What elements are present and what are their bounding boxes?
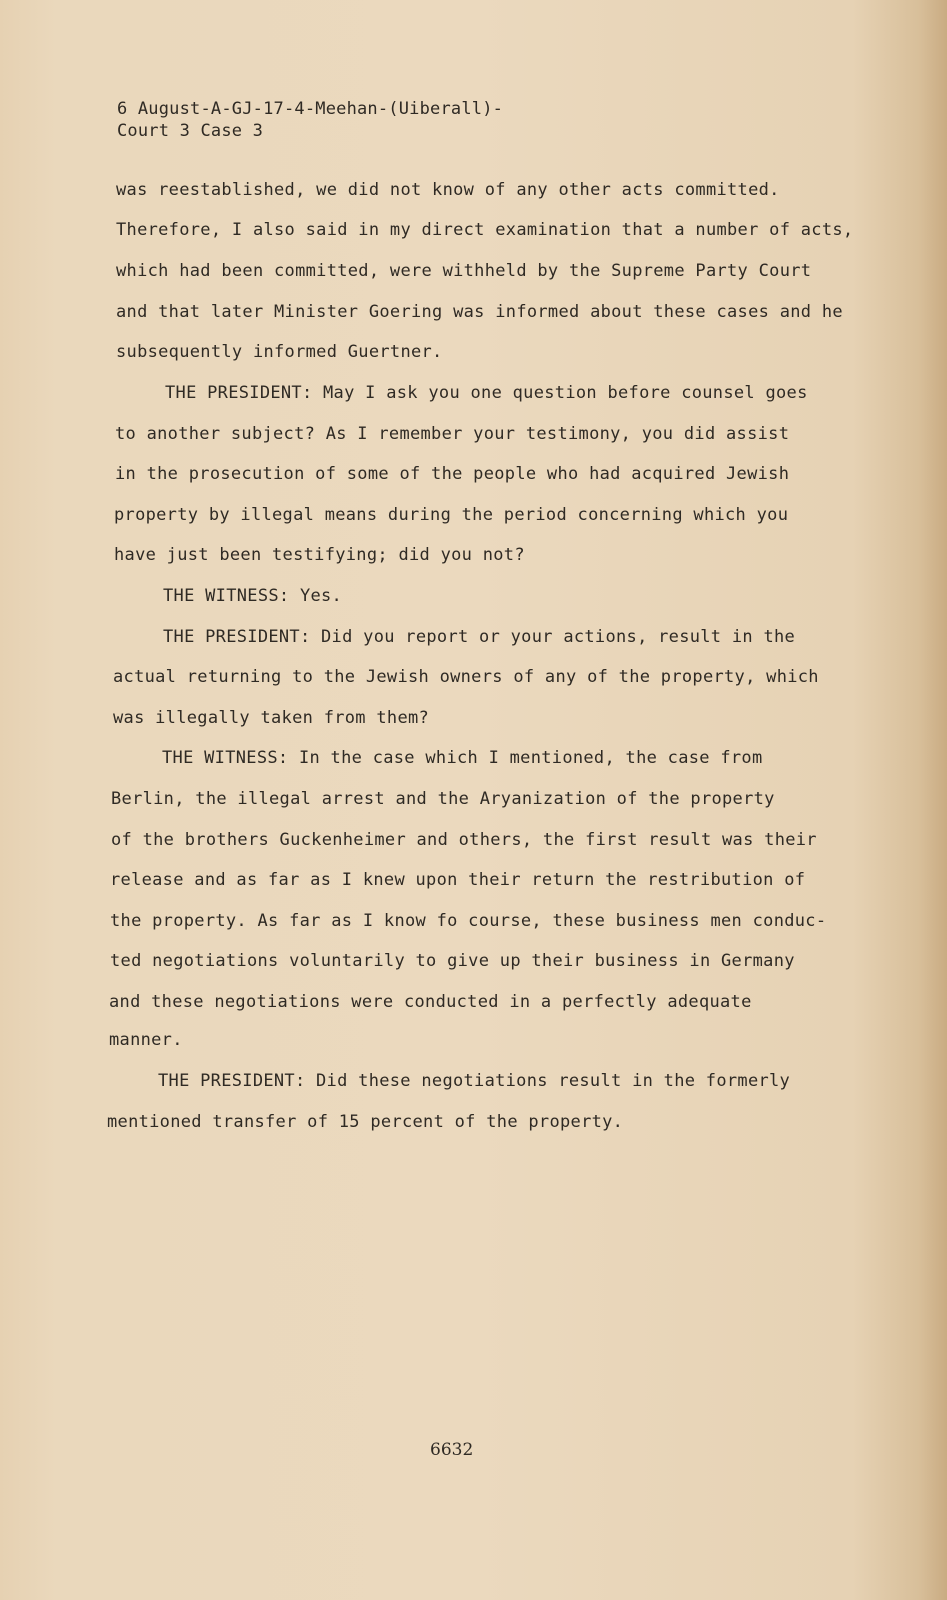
transcript-line: ted negotiations voluntarily to give up their business in Germany bbox=[110, 951, 795, 971]
transcript-line: THE PRESIDENT: Did these negotiations result in the formerly bbox=[158, 1071, 791, 1091]
transcript-line: and that later Minister Goering was informed about these cases and he bbox=[116, 302, 843, 322]
transcript-line: to another subject? As I remember your testimony, you did assist bbox=[115, 424, 790, 444]
transcript-line: was illegally taken from them? bbox=[113, 708, 430, 728]
transcript-line: mentioned transfer of 15 percent of the property. bbox=[107, 1112, 624, 1132]
transcript-line: was reestablished, we did not know of any other acts committed. bbox=[116, 180, 780, 200]
transcript-line: THE WITNESS: Yes. bbox=[163, 586, 343, 606]
header-line-1: 6 August-A-GJ-17-4-Meehan-(Uiberall)- bbox=[117, 99, 504, 119]
header-line-2: Court 3 Case 3 bbox=[117, 121, 264, 141]
transcript-line: THE PRESIDENT: Did you report or your actions, result in the bbox=[163, 627, 796, 647]
transcript-line: manner. bbox=[109, 1030, 183, 1050]
transcript-line: subsequently informed Guertner. bbox=[116, 342, 443, 362]
transcript-line: in the prosecution of some of the people who had acquired Jewish bbox=[115, 464, 790, 484]
transcript-line: Therefore, I also said in my direct examination that a number of acts, bbox=[116, 220, 854, 240]
transcript-line: of the brothers Guckenheimer and others, the first result was their bbox=[111, 830, 817, 850]
transcript-line: actual returning to the Jewish owners of any of the property, which bbox=[113, 667, 819, 687]
transcript-line: Berlin, the illegal arrest and the Aryanization of the property bbox=[111, 789, 775, 809]
transcript-line: THE PRESIDENT: May I ask you one question before counsel goes bbox=[165, 383, 808, 403]
transcript-line: which had been committed, were withheld by the Supreme Party Court bbox=[116, 261, 812, 281]
transcript-line: THE WITNESS: In the case which I mentioned, the case from bbox=[162, 748, 763, 768]
page-number: 6632 bbox=[430, 1440, 474, 1460]
document-header bbox=[117, 98, 503, 142]
transcript-line: have just been testifying; did you not? bbox=[114, 545, 525, 565]
transcript-line: property by illegal means during the period concerning which you bbox=[114, 505, 789, 525]
transcript-line: release and as far as I knew upon their return the restribution of bbox=[110, 870, 806, 890]
transcript-line: and these negotiations were conducted in a perfectly adequate bbox=[109, 992, 752, 1012]
transcript-line: the property. As far as I know fo course, these business men conduc- bbox=[110, 911, 827, 931]
